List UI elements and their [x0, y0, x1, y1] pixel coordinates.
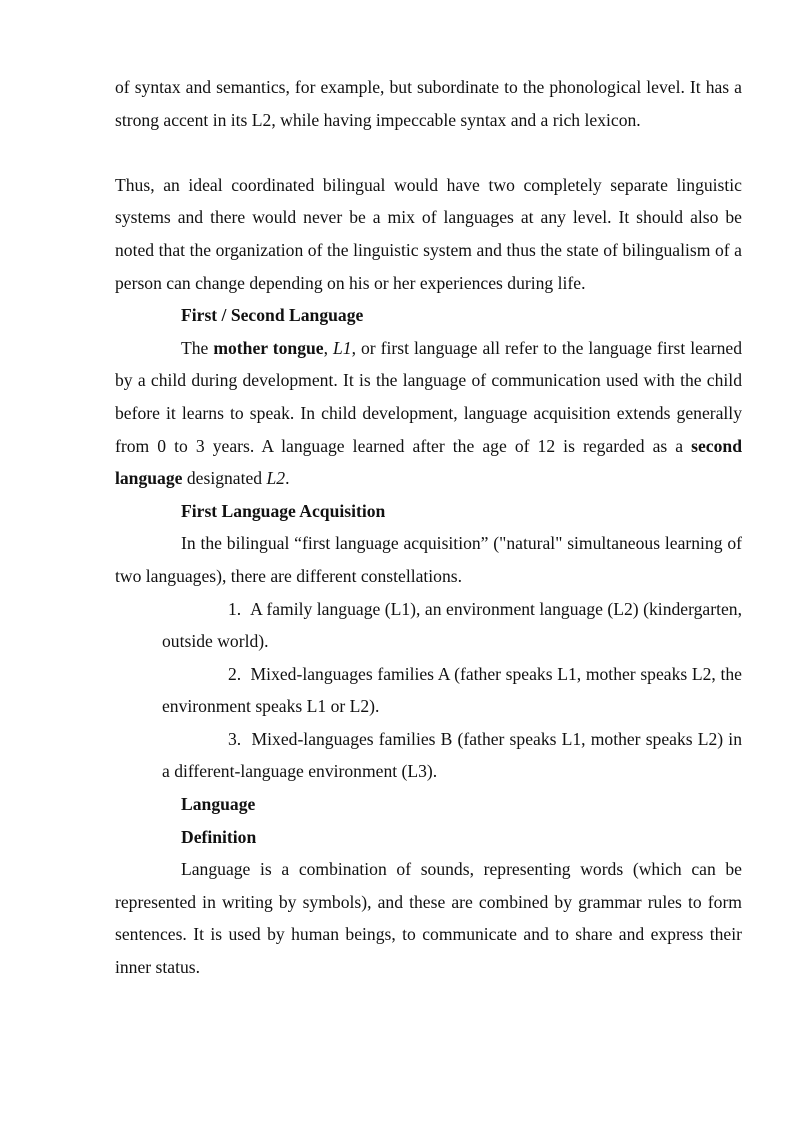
text-run: , — [323, 337, 333, 358]
heading-first-language-acquisition: First Language Acquisition — [181, 500, 386, 521]
heading-first-second-language: First / Second Language — [181, 305, 364, 326]
list-item — [162, 593, 742, 658]
bold-term-second-language: second language — [115, 435, 742, 489]
list-item-number: 3. — [228, 728, 242, 749]
list-item-number: 2. — [228, 663, 242, 684]
list-item — [162, 723, 742, 788]
text-run: , or first language all refer to the language first learned by a child during development. It is the language of communication used with the child before it learns to speak. In child development, language acquisition extends generally from 0 to 3 years. A language learned after the age of 12 is regarded as a — [115, 337, 743, 456]
list-item-text: Mixed-languages families B (father speaks L1, mother speaks L2) in a different-language environment (L3). — [162, 728, 742, 782]
paragraph-language-definition: Language is a combination of sounds, representing words (which can be represented in writing by symbols), and these are combined by grammar rules to form sentences. It is used by human beings, to communicate and to share and express their inner status. — [115, 859, 742, 978]
list-item — [162, 658, 742, 723]
paragraph-coordinated-bilingual: Thus, an ideal coordinated bilingual would have two completely separate linguistic systems and there would never be a mix of languages at any level. It should also be noted that the organization of the linguistic system and thus the state of bilingualism of a person can change depending on his or her experiences during life. — [115, 174, 742, 293]
paragraph-mother-tongue — [115, 332, 742, 495]
italic-term-l2: L2 — [266, 468, 286, 489]
italic-term-l1: L1 — [333, 337, 352, 358]
text-run: . — [285, 468, 290, 489]
heading-language: Language — [181, 794, 256, 815]
list-item-text: Mixed-languages families A (father speaks L1, mother speaks L2, the environment speaks L1 or L2). — [162, 663, 742, 717]
list-item-text: A family language (L1), an environment language (L2) (kindergarten, outside world). — [162, 598, 742, 652]
paragraph-acquisition-intro: In the bilingual “first language acquisition” ("natural" simultaneous learning of two languages), there are different constellations. — [115, 533, 742, 586]
paragraph-intro: of syntax and semantics, for example, but subordinate to the phonological level. It has a strong accent in its L2, while having impeccable syntax and a rich lexicon. — [115, 77, 742, 130]
list-item-number: 1. — [228, 598, 242, 619]
heading-definition: Definition — [181, 826, 257, 847]
document-page — [115, 71, 742, 984]
paragraph-gap — [115, 136, 742, 169]
bold-term-mother-tongue: mother tongue — [213, 337, 324, 358]
text-run: The — [181, 337, 214, 358]
text-run: designated — [182, 468, 267, 489]
